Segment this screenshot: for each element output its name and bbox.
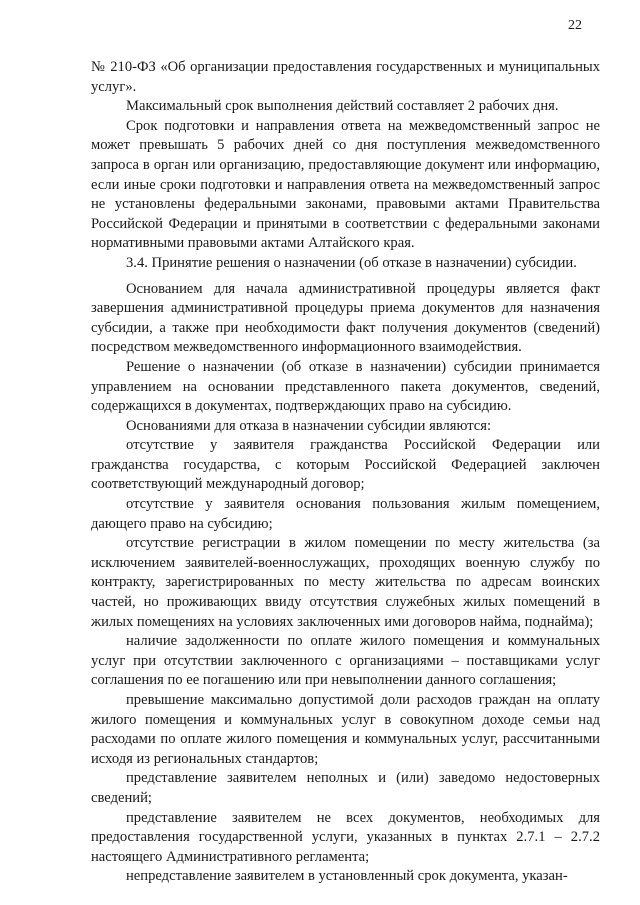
- paragraph-procedure-basis: Основанием для начала административной процедуры является факт завершения административной процедуры приема документов для назначения субсидии, а также при необходимости факт получения документов (сведений) посредством межведомственного информационного взаимодействия.: [91, 280, 600, 356]
- paragraph-refusal-grounds: Основаниями для отказа в назначении субсидии являются:: [126, 417, 492, 434]
- list-item-debt: наличие задолженности по оплате жилого помещения и коммунальных услуг при отсутствии заключенного с организациями – поставщиками услуг соглашения по ее погашению или при невыполнении данного соглашения;: [91, 633, 600, 689]
- paragraph-response-term: Срок подготовки и направления ответа на межведомственный запрос не может превышать 5 рабочих дней со дня поступления межведомственного запроса в орган или организацию, предоставляющие документ или информацию, если иные сроки подготовки и направления ответа на межведомственный запрос не установлены федеральными законами, правовыми актами Правительства Российской Федерации и принятыми в соответствии с федеральными законами нормативными правовыми актами Алтайского края.: [91, 117, 600, 252]
- list-item-expense-share: превышение максимально допустимой доли расходов граждан на оплату жилого помещения и коммунальных услуг в совокупном доходе семьи над расходами по оплате жилого помещения и коммунальных услуг, рассчитанными исходя из региональных стандартов;: [91, 692, 600, 767]
- list-item-registration: отсутствие регистрации в жилом помещении по месту жительства (за исключением заявителей-военнослужащих, проходящих военную службу по контракту, зарегистрированных по месту жительства по адресам воинских частей, но проживающих ввиду отсутствия служебных жилых помещений в жилых помещениях на условиях заключенных ими договоров найма, поднайма);: [91, 535, 600, 630]
- paragraph-law-reference: № 210-ФЗ «Об организации предоставления государственных и муниципальных услуг».: [91, 59, 600, 95]
- list-item-late-document: непредставление заявителем в установленный срок документа, указан-: [126, 868, 568, 885]
- paragraph-max-term: Максимальный срок выполнения действий составляет 2 рабочих дня.: [126, 98, 559, 115]
- page-number: 22: [568, 18, 582, 33]
- paragraph-decision: Решение о назначении (об отказе в назначении) субсидии принимается управлением на основании представленного пакета документов, сведений, содержащихся в документах, подтверждающих право на субсидию.: [91, 358, 600, 415]
- list-item-missing-documents: представление заявителем не всех документов, необходимых для предоставления государственной услуги, указанных в пунктах 2.7.1 – 2.7.2 настоящего Административного регламента;: [91, 809, 600, 865]
- section-heading-3-4: 3.4. Принятие решения о назначении (об отказе в назначении) субсидии.: [126, 254, 577, 271]
- list-item-housing-basis: отсутствие у заявителя основания пользования жилым помещением, дающего право на субсидию;: [91, 496, 600, 532]
- list-item-incomplete-info: представление заявителем неполных и (или) заведомо недостоверных сведений;: [91, 770, 600, 806]
- document-body: [91, 58, 600, 887]
- list-item-citizenship: отсутствие у заявителя гражданства Российской Федерации или гражданства государства, с которым Российской Федерацией заключен соответствующий международный договор;: [91, 437, 600, 493]
